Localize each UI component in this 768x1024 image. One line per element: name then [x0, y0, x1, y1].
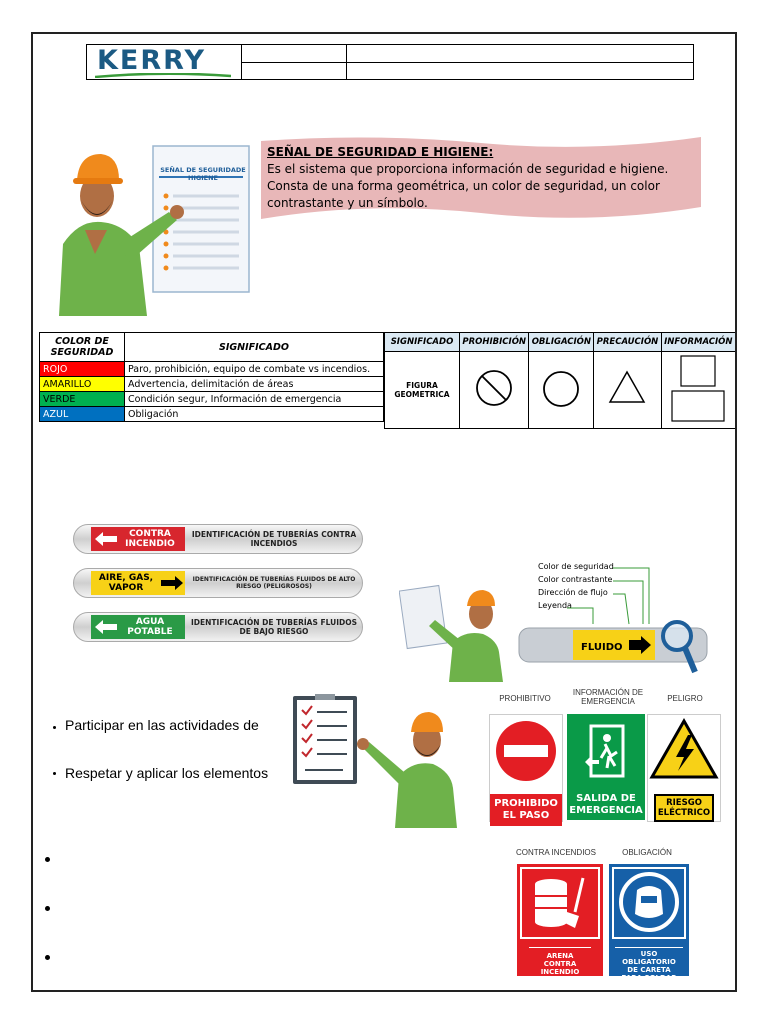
pipe-diagram-label: Color contrastante [538, 575, 613, 584]
bullet-dot [45, 955, 50, 960]
worker-with-clipboard-illustration [399, 582, 519, 682]
color-name-cell: AMARILLO [40, 377, 125, 392]
shape-header-obligacion: OBLIGACIÓN [529, 333, 594, 352]
bullet-participar: Participar en las actividades de [65, 717, 259, 733]
obligation-shape [529, 352, 594, 429]
sign-careta-soldar [609, 864, 689, 982]
kerry-logo [86, 44, 242, 80]
color-row [40, 362, 384, 377]
arrow-left-icon [95, 532, 117, 546]
color-name-cell: AZUL [40, 407, 125, 422]
information-shape [661, 352, 735, 429]
electric-hazard-icon [648, 715, 720, 785]
color-meaning-cell: Paro, prohibición, equipo de combate vs incendios. [125, 362, 384, 377]
color-row [40, 392, 384, 407]
emergency-exit-icon [567, 714, 645, 788]
pipe-diagram-label: Dirección de flujo [538, 588, 608, 597]
pipe-diagram-label: Color de seguridad [538, 562, 614, 571]
pipe-diagram [517, 564, 712, 680]
safety-color-table [39, 332, 384, 422]
sign-caption-prohibitivo: PROHIBITIVO [499, 694, 551, 703]
geometric-shape-table [384, 332, 736, 429]
sign-text: RIESGO ELÉCTRICO [654, 794, 714, 822]
header-cell [346, 44, 694, 63]
sign-riesgo-electrico [647, 714, 721, 822]
sign-text: ARENA CONTRA INCENDIO [540, 952, 580, 976]
sign-prohibido-el-paso [489, 714, 563, 822]
pipe-diagram-label: Leyenda [538, 601, 572, 610]
pipe-description: IDENTIFICACIÓN DE TUBERÍAS FLUIDOS DE BAJO RIESGO [191, 618, 358, 636]
sign-caption-contra-incendios: CONTRA INCENDIOS [515, 848, 596, 857]
document-header [86, 44, 694, 80]
pipe-description: IDENTIFICACIÓN DE TUBERÍAS CONTRA INCENDIOS [191, 530, 357, 548]
pipe-tag-text: AGUA POTABLE [127, 617, 173, 637]
color-meaning-cell: Advertencia, delimitación de áreas [125, 377, 384, 392]
color-row [40, 377, 384, 392]
bullet-dot [53, 772, 56, 775]
document-page [31, 32, 737, 992]
arrow-left-icon [95, 620, 117, 634]
pipe-label [73, 612, 363, 642]
color-name-cell: ROJO [40, 362, 125, 377]
circle-icon [541, 368, 581, 408]
pipe-description: IDENTIFICACIÓN DE TUBERÍAS FLUIDOS DE ALTO RIESGO (PELIGROSOS) [192, 576, 356, 590]
sign-caption-emergencia: INFORMACIÓN DE EMERGENCIA [572, 688, 644, 706]
bullet-dot [45, 906, 50, 911]
sign-arena-contra-incendio [517, 864, 603, 976]
document-heading: SEÑAL DE SEGURIDADE HIGIENE [160, 166, 246, 182]
triangle-icon [607, 368, 647, 408]
shape-row-label: FIGURA GEOMETRICA [385, 352, 460, 429]
shape-header-prohibicion: PROHIBICIÓN [460, 333, 529, 352]
header-cell [241, 44, 347, 63]
prohibition-shape [460, 352, 529, 429]
caution-shape [594, 352, 661, 429]
header-cell [346, 62, 694, 80]
color-meaning-cell: Condición segur, Información de emergencia [125, 392, 384, 407]
header-cell [241, 62, 347, 80]
square-rectangle-icon [670, 353, 726, 423]
definition-title: SEÑAL DE SEGURIDAD E HIGIENE: [267, 145, 494, 159]
logo-swoosh-icon [95, 73, 231, 78]
sign-text: USO OBLIGATORIO DE CARETA PARA SOLDAR [615, 947, 683, 982]
circle-slash-icon [474, 368, 514, 408]
pipe-tag-text: AIRE, GAS, VAPOR [98, 573, 154, 593]
color-meaning-cell: Obligación [125, 407, 384, 422]
bullet-dot [45, 857, 50, 862]
shape-header-informacion: INFORMACIÓN [661, 333, 735, 352]
bullet-respetar: Respetar y aplicar los elementos [65, 765, 269, 781]
worker-with-checklist-illustration [291, 692, 461, 828]
color-column-header: COLOR DE SEGURIDAD [40, 333, 125, 362]
sign-text: PROHIBIDO EL PASO [490, 794, 562, 826]
worker-with-document-illustration [49, 134, 264, 316]
sign-caption-peligro: PELIGRO [667, 694, 703, 703]
shape-header-meaning: SIGNIFICADO [385, 333, 460, 352]
color-row [40, 407, 384, 422]
pipe-tag-text: CONTRA INCENDIO [125, 529, 175, 549]
welding-mask-icon [609, 864, 689, 942]
logo-text: KERRY [97, 45, 207, 76]
arrow-right-icon [161, 576, 183, 590]
sign-salida-emergencia [567, 714, 645, 820]
meaning-column-header: SIGNIFICADO [125, 333, 384, 362]
shape-header-precaucion: PRECAUCIÓN [594, 333, 661, 352]
sign-caption-obligacion: OBLIGACIÓN [622, 848, 672, 857]
color-name-cell: VERDE [40, 392, 125, 407]
no-entry-icon [490, 715, 562, 785]
pipe-label [73, 524, 363, 554]
sand-bucket-icon [517, 864, 603, 942]
bullet-dot [53, 726, 56, 729]
pipe-diagram-fluid-text: FLUIDO [581, 642, 623, 653]
definition-body: Es el sistema que proporciona información de seguridad e higiene. Consta de una forma geométrica, un color de seguridad, un color contrastante y un símbolo. [267, 162, 669, 210]
definition-block [267, 144, 697, 212]
sign-text: SALIDA DE EMERGENCIA [569, 793, 643, 816]
pipe-label [73, 568, 363, 598]
